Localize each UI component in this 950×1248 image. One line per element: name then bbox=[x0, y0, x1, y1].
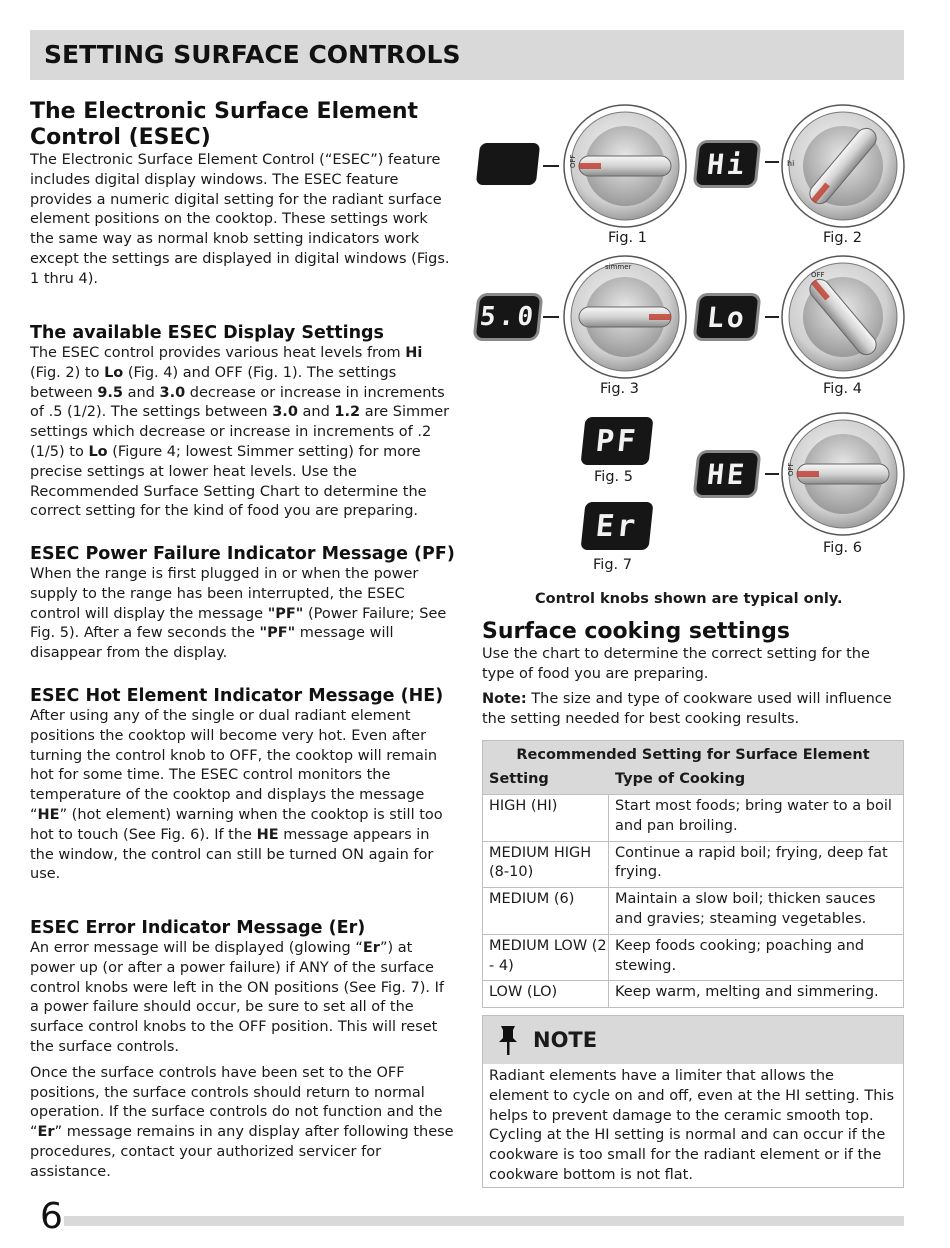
display-er: Er bbox=[580, 502, 653, 550]
svg-text:OFF: OFF bbox=[787, 462, 795, 476]
note-title: NOTE bbox=[533, 1028, 598, 1052]
esec-section bbox=[30, 99, 455, 290]
table-cell: Start most foods; bring water to a boil and pan broiling. bbox=[615, 798, 892, 834]
table-row bbox=[483, 980, 903, 1007]
esec-heading: The Electronic Surface Element Control (ESEC) bbox=[30, 99, 419, 150]
display-settings-heading: The available ESEC Display Settings bbox=[30, 323, 384, 343]
table-header bbox=[483, 741, 903, 794]
display-pf: PF bbox=[580, 417, 653, 465]
er-heading: ESEC Error Indicator Message (Er) bbox=[30, 918, 366, 938]
pf-heading: ESEC Power Failure Indicator Message (PF) bbox=[30, 544, 455, 564]
table-row bbox=[483, 794, 903, 841]
knob-fig6 bbox=[765, 412, 909, 536]
knob-fig4 bbox=[765, 255, 909, 379]
table-row bbox=[483, 841, 903, 888]
table-cell: Continue a rapid boil; frying, deep fat frying. bbox=[615, 844, 888, 881]
display-hi: Hi bbox=[696, 143, 758, 185]
footer-bar bbox=[64, 1216, 904, 1226]
svg-text:hi: hi bbox=[787, 159, 795, 168]
pf-section bbox=[30, 543, 455, 664]
fig2-label: Fig. 2 bbox=[823, 230, 862, 246]
pushpin-icon bbox=[497, 1024, 519, 1056]
table-cell: Maintain a slow boil; thicken sauces and gravies; steaming vegetables. bbox=[615, 891, 876, 927]
display-5-0: 5.0 bbox=[476, 296, 540, 338]
fig6-label: Fig. 6 bbox=[823, 540, 862, 556]
fig7-label: Fig. 7 bbox=[593, 557, 632, 573]
svg-text:simmer: simmer bbox=[605, 263, 632, 271]
note-header bbox=[483, 1016, 903, 1064]
fig1-label: Fig. 1 bbox=[608, 230, 647, 246]
er-body: An error message will be displayed (glowing “Er”) at power up (or after a power failure) if ANY of the surface control knobs were left in the ON positions (See Fig. 7). If a power failure should occur, be sure to set all of the surface control knobs to the OFF position. This will reset the surface controls. bbox=[30, 940, 444, 1055]
knob-fig3 bbox=[543, 255, 693, 379]
table-cell: HIGH (HI) bbox=[483, 795, 609, 841]
settings-table bbox=[482, 740, 904, 1008]
figures-caption: Control knobs shown are typical only. bbox=[535, 591, 843, 607]
note-box bbox=[482, 1015, 904, 1188]
table-row bbox=[483, 887, 903, 934]
pf-body: When the range is first plugged in or when the power supply to the range has been interrupted, the ESEC control will display the message "PF" (Power Failure; See Fig. 5). After a few seconds the "PF" message will disappear from the display. bbox=[30, 566, 447, 662]
fig5-label: Fig. 5 bbox=[594, 469, 633, 485]
svg-text:OFF: OFF bbox=[811, 271, 825, 279]
he-body: After using any of the single or dual radiant element positions the cooktop will become very hot. Even after turning the control knob to OFF, the cooktop will remain hot for some time. The ESEC control monitors the temperature of the cooktop and displays the message “HE” (hot element) warning when the cooktop is still too hot to touch (See Fig. 6). If the HE message appears in the window, the control can still be turned ON again for use. bbox=[30, 708, 443, 883]
table-row bbox=[483, 934, 903, 981]
table-cell: LOW (LO) bbox=[483, 981, 609, 1007]
table-cell: MEDIUM LOW (2 - 4) bbox=[483, 935, 609, 981]
table-title: Recommended Setting for Surface Element bbox=[516, 747, 870, 763]
display-settings-section bbox=[30, 322, 455, 522]
table-column-headers bbox=[483, 767, 903, 794]
cooking-note: Note: The size and type of cookware used will influence the setting needed for best cooking results. bbox=[482, 691, 892, 727]
he-heading: ESEC Hot Element Indicator Message (HE) bbox=[30, 686, 444, 706]
knob-fig2 bbox=[765, 104, 909, 228]
display-he: HE bbox=[696, 453, 758, 495]
table-cell: Keep foods cooking; poaching and stewing. bbox=[615, 937, 865, 974]
col-type-of-cooking: Type of Cooking bbox=[615, 771, 746, 787]
er-body-2: Once the surface controls have been set to the OFF positions, the surface controls should return to normal operation. If the surface controls do not function and the “Er” message remains in any display after following these procedures, contact your authorized servicer for assistance. bbox=[30, 1064, 454, 1180]
he-section bbox=[30, 685, 455, 885]
note-body: Radiant elements have a limiter that allows the element to cycle on and off, even at the HI setting. This helps to prevent damage to the ceramic smooth top. Cycling at the HI setting is normal and can occur if the cookware is too small for the radiant element or if the cookware bottom is not flat. bbox=[489, 1068, 895, 1183]
display-blank bbox=[476, 143, 540, 185]
fig3-label: Fig. 3 bbox=[600, 381, 639, 397]
table-cell: MEDIUM HIGH (8-10) bbox=[483, 842, 609, 888]
cooking-intro: Use the chart to determine the correct setting for the type of food you are preparing. bbox=[482, 646, 870, 682]
col-setting: Setting bbox=[489, 771, 549, 787]
page-number: 6 bbox=[40, 1196, 63, 1237]
er-section bbox=[30, 917, 455, 1183]
fig4-label: Fig. 4 bbox=[823, 381, 862, 397]
display-lo: Lo bbox=[696, 296, 758, 338]
table-cell: MEDIUM (6) bbox=[483, 888, 609, 934]
svg-text:OFF: OFF bbox=[569, 154, 577, 168]
knob-fig1 bbox=[543, 104, 693, 228]
section-banner bbox=[30, 30, 904, 80]
esec-body: The Electronic Surface Element Control (“ESEC”) feature includes digital display windows. The ESEC feature provides a numeric digital setting for the radiant surface element positions on the cooktop. These settings work the same way as normal knob setting indicators work except the settings are displayed in digital windows (Figs. 1 thru 4). bbox=[30, 152, 450, 287]
table-cell: Keep warm, melting and simmering. bbox=[615, 984, 879, 1001]
display-settings-body: The ESEC control provides various heat levels from Hi (Fig. 2) to Lo (Fig. 4) and OFF (Fig. 1). The settings between 9.5 and 3.0 decrease or increase in increments of .5 (1/2). The settings between 3.0 and 1.2 are Simmer settings which decrease or increase in increments of .2 (1/5) to Lo (Figure 4; lowest Simmer setting) for more precise settings at lower heat levels. Use the Recommended Surface Setting Chart to determine the correct setting for the kind of food you are preparing. bbox=[30, 345, 450, 520]
cooking-heading: Surface cooking settings bbox=[482, 619, 790, 644]
page-title: SETTING SURFACE CONTROLS bbox=[44, 40, 461, 69]
